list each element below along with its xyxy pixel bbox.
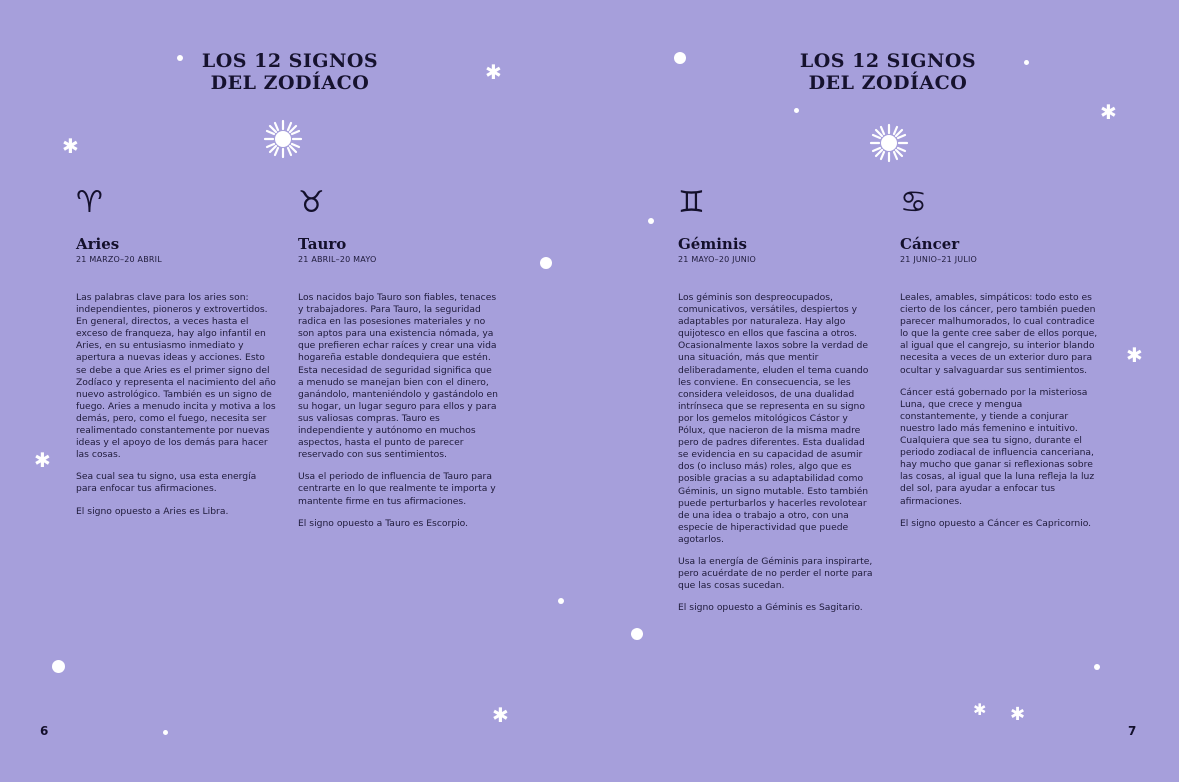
sparkle-star-icon: ✱ xyxy=(973,700,987,719)
sign-name: Aries xyxy=(76,235,120,253)
sign-name: Géminis xyxy=(678,235,747,253)
dot-star-icon xyxy=(540,257,552,269)
paragraph: Usa la energía de Géminis para inspirarte, pero acuérdate de no perder el norte para que las cosas sucedan. xyxy=(678,555,873,592)
sign-description xyxy=(76,292,276,528)
dot-star-icon xyxy=(648,218,654,224)
right-page xyxy=(590,0,1179,782)
page-title xyxy=(180,50,400,94)
dot-star-icon xyxy=(674,52,686,64)
sparkle-star-icon: ✱ xyxy=(34,448,51,472)
paragraph: El signo opuesto a Aries es Libra. xyxy=(76,505,229,517)
dot-star-icon xyxy=(52,660,65,673)
title-line-2: DEL ZODÍACO xyxy=(808,72,968,94)
paragraph: Sea cual sea tu signo, usa esta energía para enfocar tus afirmaciones. xyxy=(76,471,257,495)
paragraph: Los nacidos bajo Tauro son fiables, tenaces y trabajadores. Para Tauro, la seguridad radica en las posesiones materiales y no son aptos para una existencia nómada, ya que prefieren echar raíces y crear una vida hogareña estable dondequiera que estén. Esta necesidad de seguridad significa que a menudo se manejan bien con el dinero, ganándolo, manteniéndolo y gastándolo en su hogar, un lugar seguro para ellos y para sus valiosas compras. Tauro es independiente y autónomo en muchos aspectos, hasta el punto de parecer reservado con sus sentimientos. xyxy=(298,292,498,461)
sign-name: Tauro xyxy=(298,235,347,253)
sun-burst-icon xyxy=(262,118,304,160)
paragraph: El signo opuesto a Géminis es Sagitario. xyxy=(678,602,863,614)
paragraph: Usa el periodo de influencia de Tauro para centrarte en lo que realmente te importa y mantente firme en tus afirmaciones. xyxy=(298,471,496,507)
cancer-glyph-icon: ♋ xyxy=(900,185,927,220)
sign-dates: 21 MARZO–20 ABRIL xyxy=(76,255,162,264)
paragraph: Cáncer está gobernado por la misteriosa Luna, que crece y mengua constantemente, y tiende a conjurar nuestro lado más femenino e intuitivo. Cualquiera que sea tu signo, durante el periodo zodiacal de influencia canceriana, hay mucho que ganar si reflexionas sobre las cosas, al igual que la luna refleja la luz del sol, para ayudar a enfocar tus afirmaciones. xyxy=(900,386,1095,507)
sparkle-star-icon: ✱ xyxy=(492,703,509,727)
title-line-1: LOS 12 SIGNOS xyxy=(201,50,379,72)
dot-star-icon xyxy=(794,108,799,113)
paragraph: Las palabras clave para los aries son: independientes, pioneros y extrovertidos. En general, directos, a veces hasta el exceso de franqueza, hay algo infantil en Aries, en su entusiasmo inmediato y apertura a nuevas ideas y acciones. Esto se debe a que Aries es el primer signo del Zodíaco y representa el nacimiento del año nuevo astrológico. También es un signo de fuego. Aries a menudo incita y motiva a los demás, pero, como el fuego, necesita ser realimentado constantemente por nuevas ideas y el apoyo de los demás para hacer las cosas. xyxy=(76,292,276,461)
sparkle-star-icon: ✱ xyxy=(1010,704,1026,725)
sparkle-star-icon: ✱ xyxy=(1100,100,1117,124)
sign-dates: 21 MAYO–20 JUNIO xyxy=(678,255,757,264)
dot-star-icon xyxy=(177,55,183,61)
sparkle-star-icon: ✱ xyxy=(1126,343,1143,367)
sign-description xyxy=(298,292,498,540)
dot-star-icon xyxy=(1094,664,1100,670)
sign-description xyxy=(900,292,1100,540)
aries-glyph-icon: ♈ xyxy=(76,185,103,220)
page-number: 7 xyxy=(1128,724,1137,738)
sign-dates: 21 JUNIO–21 JULIO xyxy=(900,255,978,264)
title-line-1: LOS 12 SIGNOS xyxy=(799,50,977,72)
sparkle-star-icon: ✱ xyxy=(62,134,79,158)
sign-name: Cáncer xyxy=(900,235,960,253)
dot-star-icon xyxy=(631,628,643,640)
sparkle-star-icon: ✱ xyxy=(485,60,502,84)
page-title xyxy=(778,50,998,94)
sign-description xyxy=(678,292,878,624)
dot-star-icon xyxy=(1024,60,1029,65)
paragraph: Leales, amables, simpáticos: todo esto es cierto de los cáncer, pero también pueden parecer malhumorados, lo cual contradice lo que la gente cree saber de ellos porque, al igual que el cangrejo, su interior blando necesita a veces de un exterior duro para ocultar y salvaguardar sus sentimientos. xyxy=(900,292,1098,376)
paragraph: El signo opuesto a Tauro es Escorpio. xyxy=(298,517,469,529)
taurus-glyph-icon: ♉ xyxy=(298,185,325,220)
dot-star-icon xyxy=(558,598,564,604)
paragraph: Los géminis son despreocupados, comunicativos, versátiles, despiertos y adaptables por naturaleza. Hay algo quijotesco en ellos que fascina a otros. Ocasionalmente laxos sobre la verdad de una situación, más que mentir deliberadamente, eluden el tema cuando les conviene. En consecuencia, se les considera veleidosos, de una dualidad intrínseca que se representa en su signo por los gemelos mitológicos Cástor y Pólux, que nacieron de la misma madre pero de padres diferentes. Esta dualidad se evidencia en su capacidad de asumir dos (o incluso más) roles, algo que es posible gracias a su adaptabilidad como Géminis, un signo mutable. Esto también puede perturbarlos y hacerles revolotear de una idea o trabajo a otro, con una especie de hiperactividad que puede agotarlos. xyxy=(678,292,869,545)
title-line-2: DEL ZODÍACO xyxy=(210,72,370,94)
paragraph: El signo opuesto a Cáncer es Capricornio. xyxy=(900,517,1092,529)
dot-star-icon xyxy=(163,730,168,735)
page-number: 6 xyxy=(40,724,49,738)
gemini-glyph-icon: ♊ xyxy=(678,185,705,220)
sign-dates: 21 ABRIL–20 MAYO xyxy=(298,255,377,264)
sun-burst-icon xyxy=(868,122,910,164)
